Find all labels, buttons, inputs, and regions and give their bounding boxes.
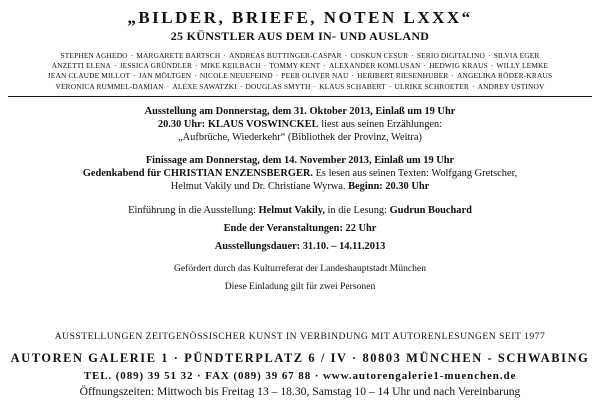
artist-name: WILLY LEMKE [496,61,549,71]
artist-name: ALEXANDER KOMLUSAN [328,61,421,71]
artist-name: ANDREAS BUTTINGER-CASPAR [228,51,342,60]
intro-speaker: Helmut Vakily, [258,204,325,216]
memorial-start-time: Beginn: 20.30 Uhr [348,180,430,192]
finissage-section [0,154,600,193]
gallery-contact: TEL. (089) 39 51 32 · FAX (089) 39 67 88 · www.autorengalerie1-muenchen.de [83,370,517,382]
artist-name: ALEXE SAWATZKI [172,81,237,91]
artist-name: TOMMY KENT [269,61,321,71]
artist-row [10,71,590,81]
artist-separator: · [471,81,475,91]
artist-name: SERIO DIGITALINO [416,51,485,60]
artist-name: KLAUS SCHABERT [319,81,386,91]
artist-list [10,51,590,92]
artist-separator: · [114,61,117,71]
intro-middle: in die Lesung: [324,204,390,216]
finissage-readers-line [0,180,600,193]
memorial-title: Gedenkabend für CHRISTIAN ENZENSBERGER. [82,167,313,179]
sponsor-note: Gefördert durch das Kulturreferat der Landeshauptstadt München [173,262,426,274]
artist-separator: · [411,51,414,60]
artist-name: DOUGLAS SMYTH [245,81,311,91]
intro-reader: Gudrun Bouchard [389,204,472,216]
gallery-footer [0,331,600,399]
exhibition-subtitle: 25 KÜNSTLER AUS DEM IN- UND AUSLAND [170,29,430,43]
artist-row [10,51,590,61]
reading-book-title: „Aufbrüche, Wiederkehr“ (Bibliothek der Provinz, Weitra) [178,131,422,143]
exhibition-duration: Ausstellungsdauer: 31.10. – 14.11.2013 [214,240,386,252]
artist-row [10,82,590,92]
artist-name: JAN MÖLTGEN [138,71,192,81]
artist-name: VERONICA RUMMEL-DAMIAN [55,81,164,91]
artist-separator: · [323,61,326,71]
artist-separator: · [195,61,198,71]
artist-separator: · [194,71,197,81]
invitation-note: Diese Einladung gilt für zwei Personen [224,280,376,292]
artist-name: ULRIKE SCHROETER [394,81,469,91]
artist-name: PEER OLIVER NAU [281,71,349,81]
end-of-events: Ende der Veranstaltungen: 22 Uhr [223,222,377,234]
artist-name: ANDREY USTINOV [477,81,545,91]
artist-name: JEAN CLAUDE MILLOT [47,71,131,81]
artist-separator: · [239,81,243,91]
finissage-memorial-line [0,167,600,180]
artist-separator: · [275,71,279,81]
exhibition-date-line: Ausstellung am Donnerstag, dem 31. Oktober 2013, Einlaß um 19 Uhr [144,105,456,117]
artist-name: STEPHEN AGHEDO [60,51,128,60]
artist-name: JESSICA GRÜNDLER [119,61,193,71]
exhibition-reading-line [0,118,600,131]
artist-separator: · [490,61,494,71]
intro-prefix: Einführung in die Ausstellung: [128,204,259,216]
artist-name: MIKE KEILBACH [200,61,261,71]
artist-separator: · [166,81,170,91]
artist-name: MARGARETE BARTSCH [136,51,221,60]
artist-separator: · [451,71,455,81]
artist-name: NICOLE NEUEFEIND [199,71,273,81]
artist-name: HERIBERT RIESENHUBER [357,71,449,81]
artist-separator: · [388,81,392,91]
artist-separator: · [423,61,427,71]
artist-separator: · [351,71,355,81]
exhibition-title: „BILDER, BRIEFE, NOTEN LXXX“ [127,8,473,27]
gallery-tagline: AUSSTELLUNGEN ZEITGENÖSSISCHER KUNST IN VERBINDUNG MIT AUTORENLESUNGEN SEIT 1977 [54,331,546,342]
reading-time-author: 20.30 Uhr: KLAUS VOSWINCKEL [157,118,319,130]
gallery-address: AUTOREN GALERIE 1 · PÜNDTERPLATZ 6 / IV · 80803 MÜNCHEN - SCHWABING [10,351,590,365]
artist-separator: · [223,51,226,60]
gallery-hours: Öffnungszeiten: Mittwoch bis Freitag 13 – 18.30, Samstag 10 – 14 Uhr und nach Vereinbarung [79,385,521,398]
artist-row [10,61,590,71]
artist-separator: · [133,71,136,81]
memorial-readers-names: Helmut Vakily und Dr. Christiane Wyrwa. [170,180,349,192]
artist-separator: · [344,51,348,60]
artist-name: SILVIA EGER [493,51,540,60]
artist-name: COSKUN CESUR [350,51,409,60]
introduction-line [0,204,600,217]
artist-separator: · [487,51,491,60]
reading-intro-text: liest aus seinen Erzählungen: [318,118,443,130]
memorial-readers-text: Es lesen aus seinen Texten: Wolfgang Gretscher, [312,167,518,179]
artist-separator: · [313,81,317,91]
artist-name: HEDWIG KRAUS [429,61,488,71]
artist-separator: · [130,51,134,60]
artist-name: ANZETTI ELENA [51,61,111,71]
artist-separator: · [263,61,267,71]
divider-rule [8,96,592,97]
finissage-date-line: Finissage am Donnerstag, dem 14. November 2013, Einlaß um 19 Uhr [145,154,455,166]
artist-name: ANGELIKA RÖDER-KRAUS [457,71,553,81]
exhibition-section [0,105,600,144]
